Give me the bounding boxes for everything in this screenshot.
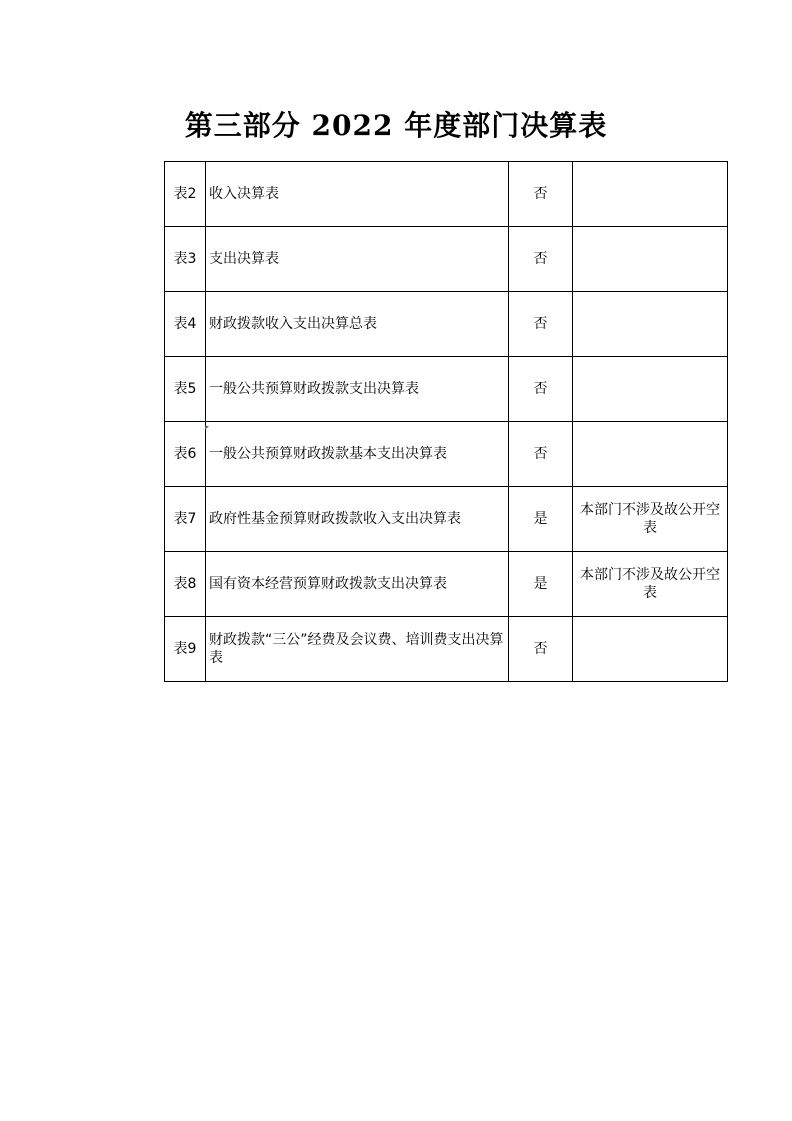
table-name-cell: 财政拨款“三公”经费及会议费、培训费支出决算表: [206, 617, 509, 682]
empty-flag-cell: 否: [509, 292, 573, 357]
table-number-cell: 表4: [165, 292, 206, 357]
table-row: [165, 292, 728, 357]
table-name-cell: 一般公共预算财政拨款基本支出决算表: [206, 422, 509, 487]
note-cell: [573, 292, 728, 357]
table-number-cell: 表3: [165, 227, 206, 292]
empty-flag-cell: 否: [509, 227, 573, 292]
table-name-cell: 财政拨款收入支出决算总表: [206, 292, 509, 357]
table-name-cell: 收入决算表: [206, 162, 509, 227]
table-row: [165, 422, 728, 487]
table-name-cell: 国有资本经营预算财政拨款支出决算表: [206, 552, 509, 617]
note-cell: 本部门不涉及故公开空表: [573, 487, 728, 552]
table-number-cell: 表7: [165, 487, 206, 552]
table-name-cell: 政府性基金预算财政拨款收入支出决算表: [206, 487, 509, 552]
table-number-cell: 表6: [165, 422, 206, 487]
note-cell: [573, 422, 728, 487]
budget-table-list: [164, 161, 728, 682]
table-name-cell: 支出决算表: [206, 227, 509, 292]
empty-flag-cell: 是: [509, 487, 573, 552]
note-cell: [573, 357, 728, 422]
table-row: [165, 227, 728, 292]
note-cell: [573, 162, 728, 227]
note-cell: 本部门不涉及故公开空表: [573, 552, 728, 617]
table-number-cell: 表8: [165, 552, 206, 617]
table-row: [165, 162, 728, 227]
empty-flag-cell: 否: [509, 617, 573, 682]
table-row: [165, 357, 728, 422]
table-number-cell: 表5: [165, 357, 206, 422]
table-row: [165, 552, 728, 617]
note-cell: [573, 227, 728, 292]
empty-flag-cell: 否: [509, 162, 573, 227]
empty-flag-cell: 否: [509, 422, 573, 487]
table-row: [165, 617, 728, 682]
table-row: [165, 487, 728, 552]
empty-flag-cell: 是: [509, 552, 573, 617]
table-number-cell: 表9: [165, 617, 206, 682]
note-cell: [573, 617, 728, 682]
empty-flag-cell: 否: [509, 357, 573, 422]
table-number-cell: 表2: [165, 162, 206, 227]
cell-comment-marker-icon: [205, 426, 209, 430]
page-title: 第三部分 2022 年度部门决算表: [184, 109, 608, 142]
table-name-cell: 一般公共预算财政拨款支出决算表: [206, 357, 509, 422]
